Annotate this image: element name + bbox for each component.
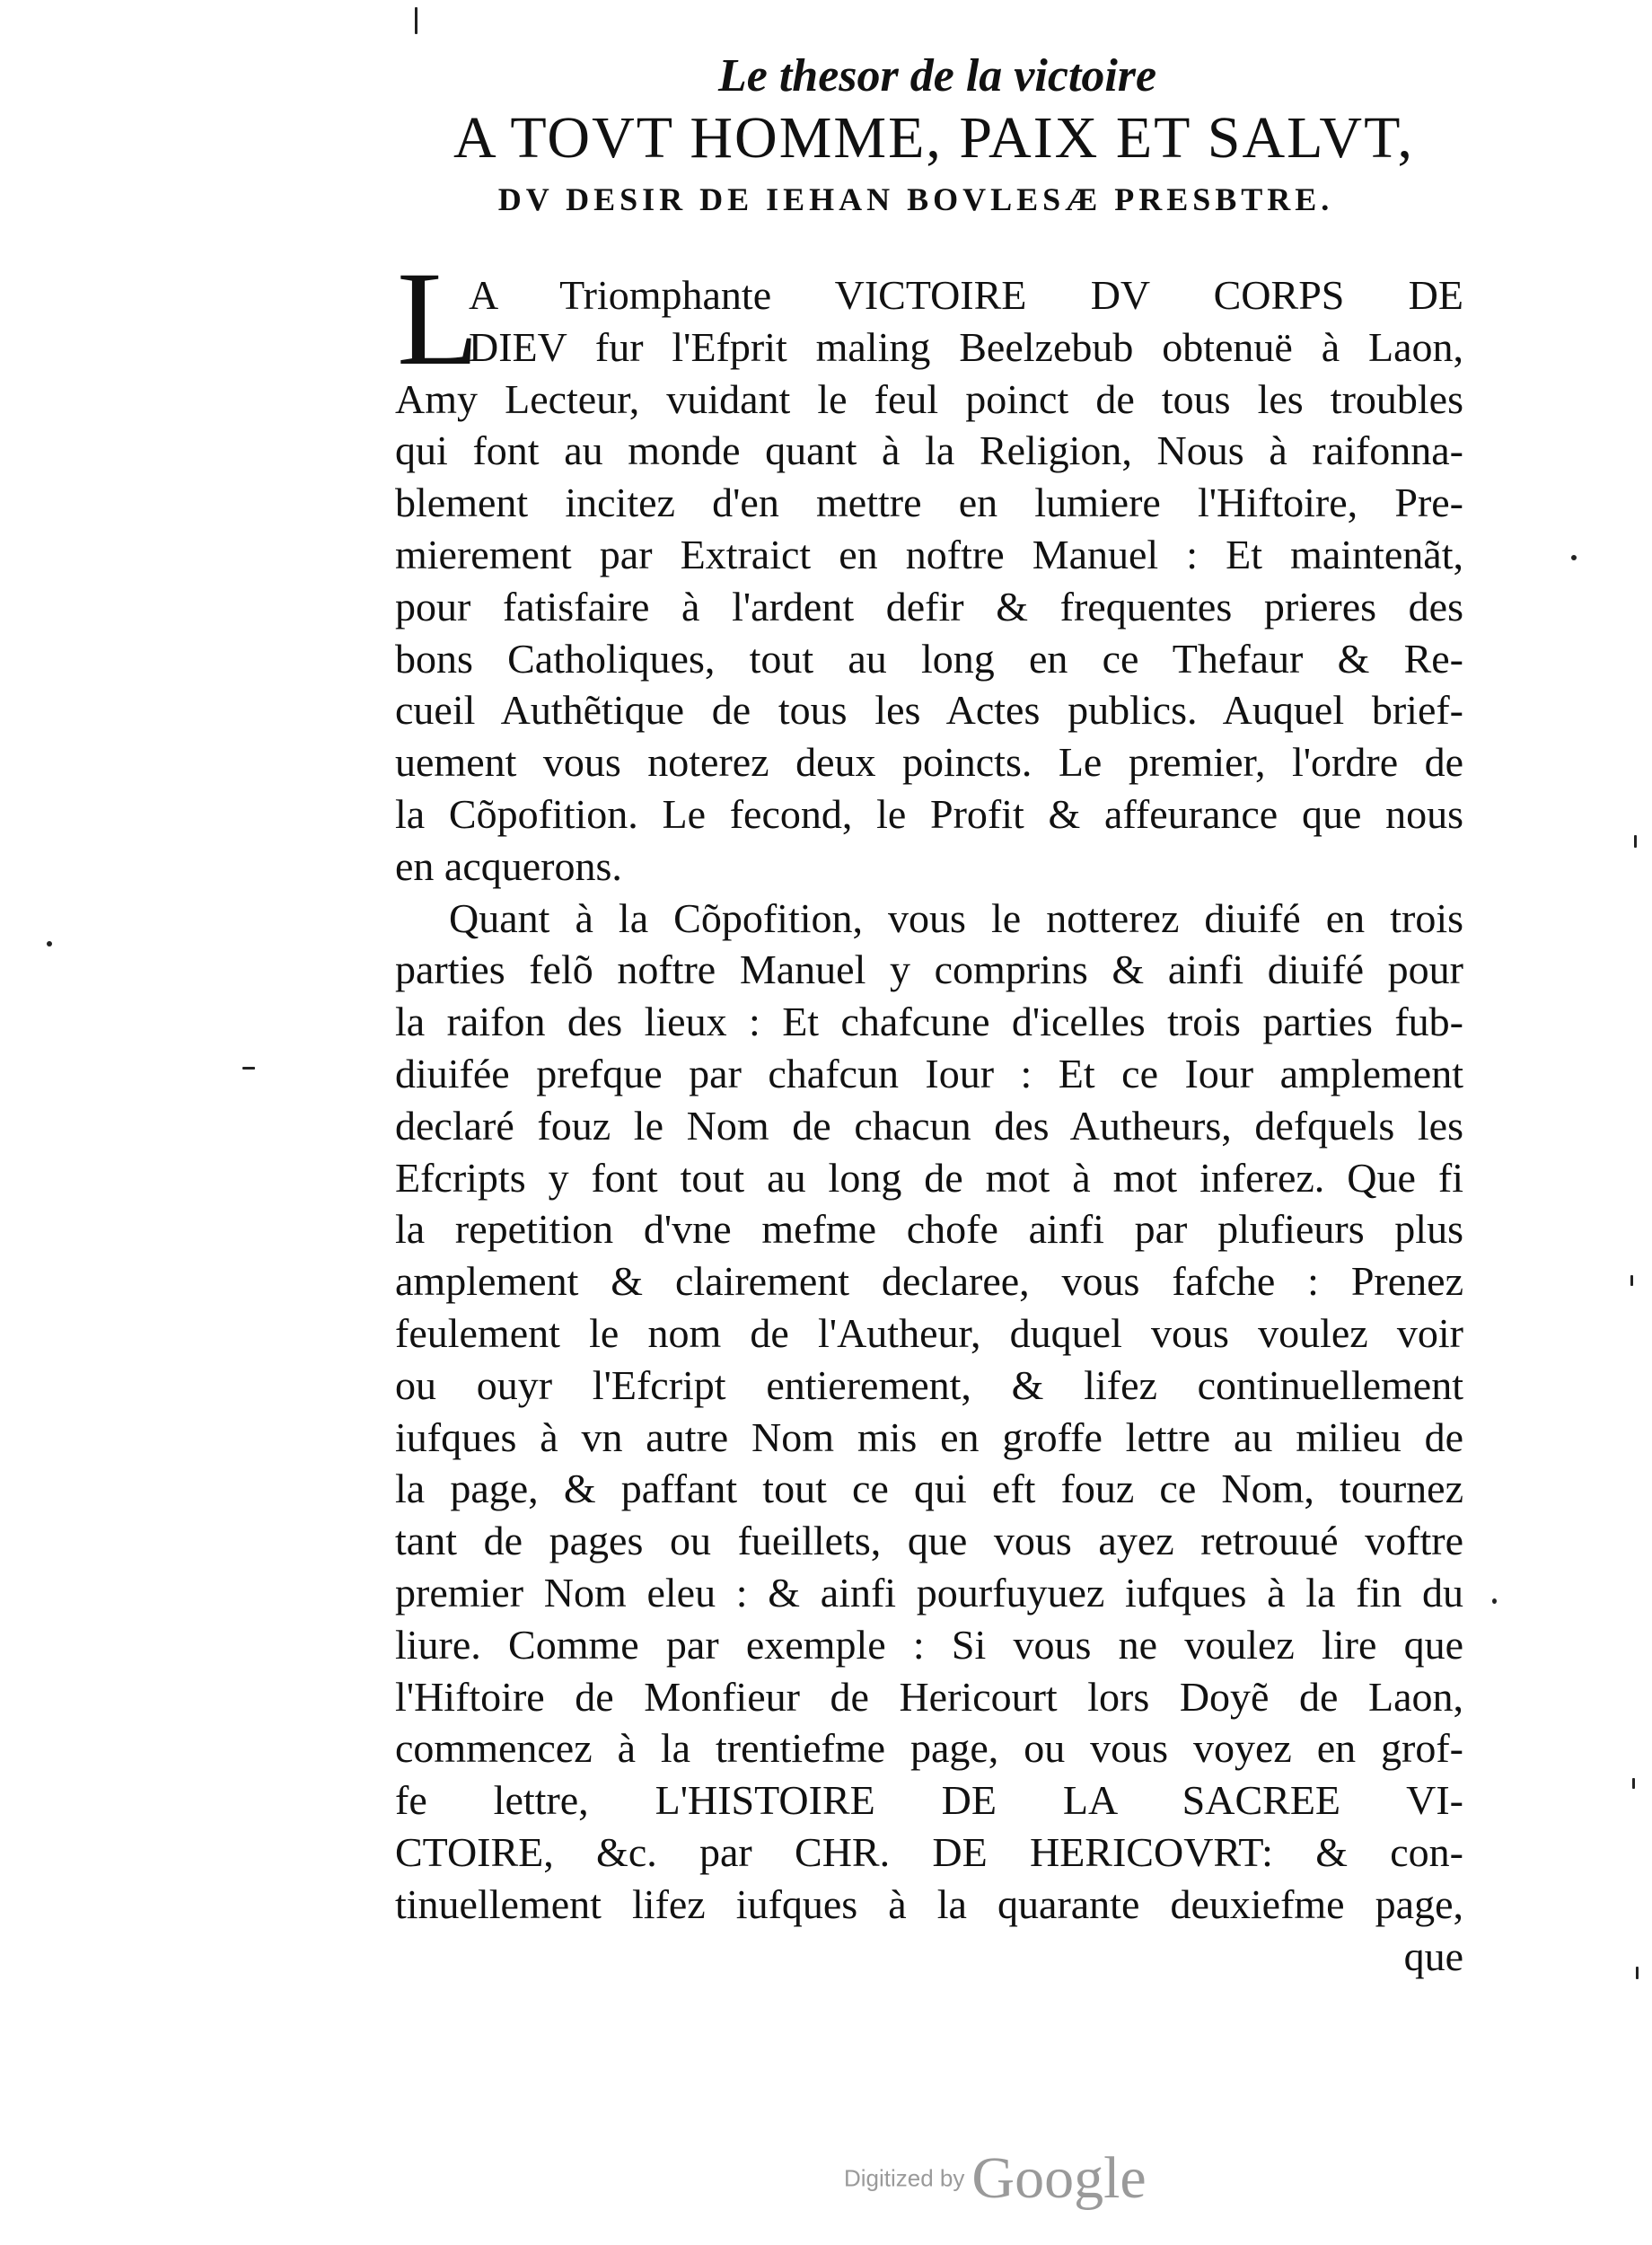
text-line: en acquerons. — [395, 842, 622, 889]
scan-speck — [1571, 555, 1577, 560]
text-line: parties felõ noftre Manuel y comprins & ainfi diuifé pour — [395, 946, 1463, 993]
opening-lines — [395, 269, 1463, 374]
text-line: diuifée prefque par chafcun Iour : Et ce Iour amplement — [395, 1050, 1463, 1096]
text-line: tant de pages ou fueillets, que vous ayez retrouué voftre — [395, 1518, 1463, 1564]
text-line: Efcripts y font tout au long de mot à mot inferez. Que fi — [395, 1154, 1463, 1201]
text-line: feulement le nom de l'Autheur, duquel vous voulez voir — [395, 1309, 1463, 1356]
text-line: liure. Comme par exemple : Si vous ne voulez lire que — [395, 1621, 1463, 1668]
text-line: commencez à la trentiefme page, ou vous voyez en grof- — [395, 1725, 1463, 1772]
scan-speck — [415, 7, 417, 34]
digitized-by-label: Digitized by — [844, 2164, 965, 2192]
text-line: A Triomphante VICTOIRE DV CORPS DE — [469, 272, 1463, 318]
catchword: que — [1403, 1932, 1463, 1979]
text-line: ou ouyr l'Efcript entierement, & lifez continuellement — [395, 1361, 1463, 1408]
text-line: premier Nom eleu : & ainfi pourfuyuez iufques à la fin du — [395, 1569, 1463, 1616]
text-line: Quant à la Cõpofition, vous le notterez diuifé en trois — [449, 894, 1463, 941]
scan-speck — [1632, 1778, 1635, 1789]
drop-cap: L — [397, 244, 479, 393]
scan-speck — [1630, 1275, 1633, 1286]
text-line: pour fatisfaire à l'ardent defir & frequentes prieres des — [395, 583, 1463, 629]
body-text — [395, 269, 1463, 1982]
text-line: la Cõpofition. Le fecond, le Profit & affeurance que nous — [395, 790, 1463, 837]
text-line: la page, & paffant tout ce qui eft fouz ce Nom, tournez — [395, 1466, 1463, 1512]
text-line: DIEV fur l'Efprit maling Beelzebub obtenuë à Laon, — [469, 323, 1463, 370]
text-line: Amy Lecteur, vuidant le feul poinct de tous les troubles — [395, 375, 1463, 422]
text-line: blement incitez d'en mettre en lumiere l'Hiftoire, Pre- — [395, 480, 1463, 526]
text-line: iufques à vn autre Nom mis en groffe lettre au milieu de — [395, 1413, 1463, 1460]
text-line: uement vous noterez deux poincts. Le premier, l'ordre de — [395, 739, 1463, 786]
text-line: cueil Authẽtique de tous les Actes publics. Auquel brief- — [395, 687, 1463, 734]
running-head: Le thesor de la victoire — [718, 50, 1157, 101]
text-line: CTOIRE, &c. par CHR. DE HERICOVRT: & con- — [395, 1828, 1463, 1875]
scan-speck — [1636, 1967, 1639, 1979]
text-line: qui font au monde quant à la Religion, Nous à raifonna- — [395, 427, 1463, 474]
scan-speck — [47, 941, 52, 946]
text-line: amplement & clairement declaree, vous fafche : Prenez — [395, 1258, 1463, 1305]
scan-speck — [242, 1067, 255, 1070]
page-title: A TOVT HOMME, PAIX ET SALVT, — [453, 105, 1414, 171]
text-line: fe lettre, L'HISTOIRE DE LA SACREE VI- — [395, 1777, 1463, 1824]
digitized-watermark — [844, 2144, 1147, 2213]
text-line: mierement par Extraict en noftre Manuel : Et maintenãt, — [395, 531, 1463, 577]
text-line: tinuellement lifez iufques à la quarante deuxiefme page, — [395, 1880, 1463, 1927]
google-logo: Google — [971, 2145, 1147, 2211]
text-line: declaré fouz le Nom de chacun des Autheurs, defquels les — [395, 1102, 1463, 1149]
scan-speck — [1492, 1598, 1497, 1604]
text-line: l'Hiftoire de Monfieur de Hericourt lors Doyẽ de Laon, — [395, 1673, 1463, 1720]
text-line: la repetition d'vne mefme chofe ainfi par plufieurs plus — [395, 1206, 1463, 1253]
page-subtitle: DV DESIR DE IEHAN BOVLESÆ PRESBTRE. — [497, 181, 1334, 217]
scan-speck — [1634, 835, 1637, 848]
text-line: la raifon des lieux : Et chafcune d'icelles trois parties fub- — [395, 999, 1463, 1045]
text-line: bons Catholiques, tout au long en ce Thefaur & Re- — [395, 635, 1463, 682]
